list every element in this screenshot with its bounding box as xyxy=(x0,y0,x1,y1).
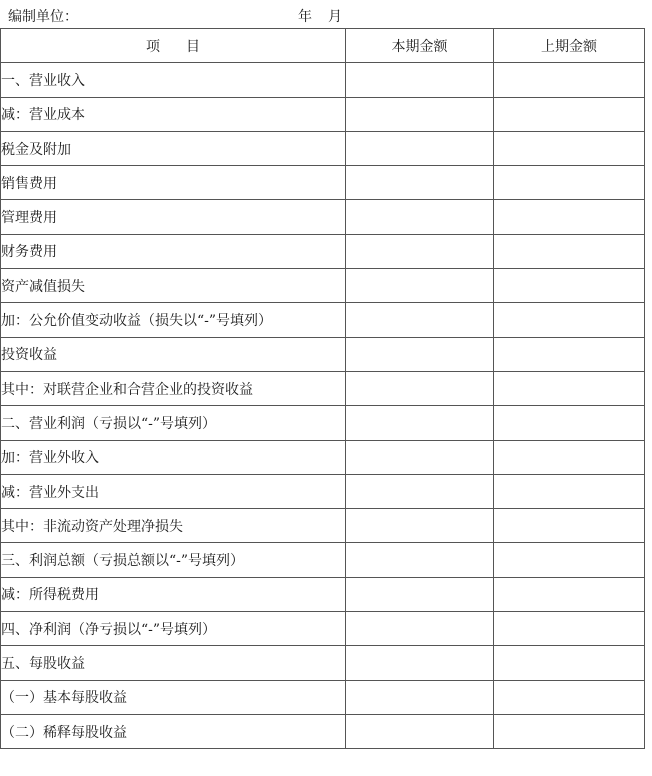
table-row xyxy=(1,646,645,680)
current-amount-cell[interactable] xyxy=(346,440,494,474)
row-label: 三、利润总额（亏损总额以“-”号填列） xyxy=(1,543,346,577)
prior-amount-cell[interactable] xyxy=(494,680,645,714)
row-label: 加：公允价值变动收益（损失以“-”号填列） xyxy=(1,303,346,337)
prior-amount-cell[interactable] xyxy=(494,97,645,131)
table-row xyxy=(1,577,645,611)
preparing-unit-label: 编制单位： xyxy=(8,9,78,25)
table-row xyxy=(1,543,645,577)
row-label: 税金及附加 xyxy=(1,131,346,165)
prior-amount-cell[interactable] xyxy=(494,200,645,234)
prior-amount-cell[interactable] xyxy=(494,577,645,611)
prior-amount-cell[interactable] xyxy=(494,234,645,268)
current-amount-cell[interactable] xyxy=(346,714,494,748)
row-label: 其中：对联营企业和合营企业的投资收益 xyxy=(1,371,346,405)
table-row xyxy=(1,440,645,474)
row-label: 投资收益 xyxy=(1,337,346,371)
row-label: 其中：非流动资产处理净损失 xyxy=(1,509,346,543)
table-row xyxy=(1,680,645,714)
row-label: 一、营业收入 xyxy=(1,63,346,97)
current-amount-cell[interactable] xyxy=(346,200,494,234)
current-amount-cell[interactable] xyxy=(346,97,494,131)
prior-amount-cell[interactable] xyxy=(494,371,645,405)
row-label: 五、每股收益 xyxy=(1,646,346,680)
column-header-item: 项 目 xyxy=(1,29,346,63)
row-label: 二、营业利润（亏损以“-”号填列） xyxy=(1,406,346,440)
current-amount-cell[interactable] xyxy=(346,337,494,371)
table-row xyxy=(1,63,645,97)
column-header-current-amount: 本期金额 xyxy=(346,29,494,63)
current-amount-cell[interactable] xyxy=(346,269,494,303)
prior-amount-cell[interactable] xyxy=(494,131,645,165)
prior-amount-cell[interactable] xyxy=(494,337,645,371)
table-row xyxy=(1,371,645,405)
current-amount-cell[interactable] xyxy=(346,509,494,543)
prior-amount-cell[interactable] xyxy=(494,406,645,440)
table-row xyxy=(1,97,645,131)
current-amount-cell[interactable] xyxy=(346,474,494,508)
current-amount-cell[interactable] xyxy=(346,166,494,200)
report-header xyxy=(0,0,652,28)
row-label: （一）基本每股收益 xyxy=(1,680,346,714)
prior-amount-cell[interactable] xyxy=(494,543,645,577)
table-row xyxy=(1,200,645,234)
prior-amount-cell[interactable] xyxy=(494,646,645,680)
current-amount-cell[interactable] xyxy=(346,543,494,577)
row-label: 加：营业外收入 xyxy=(1,440,346,474)
current-amount-cell[interactable] xyxy=(346,680,494,714)
prior-amount-cell[interactable] xyxy=(494,166,645,200)
current-amount-cell[interactable] xyxy=(346,371,494,405)
current-amount-cell[interactable] xyxy=(346,234,494,268)
prior-amount-cell[interactable] xyxy=(494,63,645,97)
table-row xyxy=(1,474,645,508)
row-label: 减：营业成本 xyxy=(1,97,346,131)
month-label: 月 xyxy=(328,9,342,25)
table-row xyxy=(1,612,645,646)
current-amount-cell[interactable] xyxy=(346,612,494,646)
table-row xyxy=(1,303,645,337)
row-label: 销售费用 xyxy=(1,166,346,200)
current-amount-cell[interactable] xyxy=(346,303,494,337)
prior-amount-cell[interactable] xyxy=(494,440,645,474)
prior-amount-cell[interactable] xyxy=(494,509,645,543)
year-label: 年 xyxy=(298,9,312,25)
table-row xyxy=(1,131,645,165)
row-label: 财务费用 xyxy=(1,234,346,268)
row-label: 四、净利润（净亏损以“-”号填列） xyxy=(1,612,346,646)
prior-amount-cell[interactable] xyxy=(494,612,645,646)
income-statement-table xyxy=(0,28,645,749)
prior-amount-cell[interactable] xyxy=(494,269,645,303)
table-row xyxy=(1,337,645,371)
column-header-prior-amount: 上期金额 xyxy=(494,29,645,63)
table-row xyxy=(1,166,645,200)
current-amount-cell[interactable] xyxy=(346,577,494,611)
prior-amount-cell[interactable] xyxy=(494,714,645,748)
table-header-row xyxy=(1,29,645,63)
table-row xyxy=(1,234,645,268)
current-amount-cell[interactable] xyxy=(346,646,494,680)
row-label: 管理费用 xyxy=(1,200,346,234)
row-label: （二）稀释每股收益 xyxy=(1,714,346,748)
prior-amount-cell[interactable] xyxy=(494,303,645,337)
table-row xyxy=(1,509,645,543)
row-label: 减：营业外支出 xyxy=(1,474,346,508)
period-label xyxy=(298,6,342,26)
table-row xyxy=(1,406,645,440)
table-row xyxy=(1,269,645,303)
current-amount-cell[interactable] xyxy=(346,63,494,97)
row-label: 资产减值损失 xyxy=(1,269,346,303)
current-amount-cell[interactable] xyxy=(346,406,494,440)
prior-amount-cell[interactable] xyxy=(494,474,645,508)
row-label: 减：所得税费用 xyxy=(1,577,346,611)
table-row xyxy=(1,714,645,748)
current-amount-cell[interactable] xyxy=(346,131,494,165)
